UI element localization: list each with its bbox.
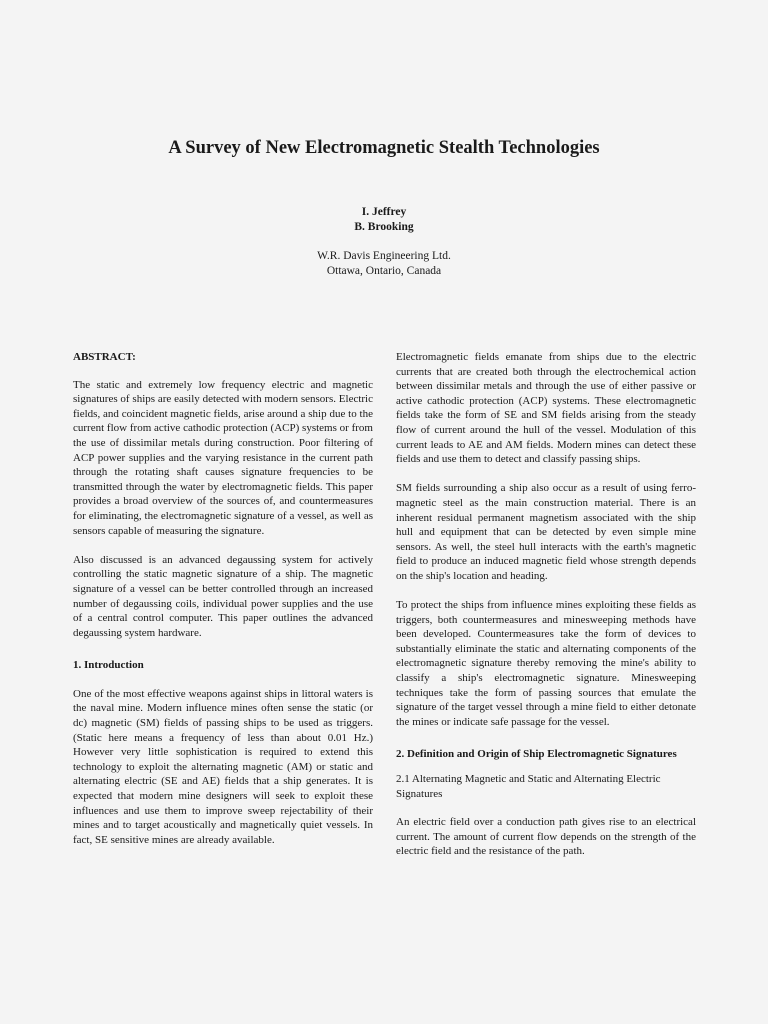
affiliation-line: Ottawa, Ontario, Canada (326, 265, 442, 277)
left-column (73, 350, 373, 862)
section-heading: 2. Definition and Origin of Ship Electromagnetic Signatures (396, 748, 677, 761)
abstract-paragraph: The static and extremely low frequency electric and magnetic signatures of ships are easily detected with modern sensors. Electric fields, and coincident magnetic fields, arise around a ship due to the current flow from active cathodic protection (ACP) systems or from the use of dissimilar metals during construction. Poor filtering of ACP power supplies and the varying resistance in the current path through the rotating shaft causes signature frequencies to be transmitted through the water by electromagnetic fields. This paper provides a broad overview of the sources of, and countermeasures for eliminating, the electromagnetic signature of a vessel, as well as sensors capable of measuring the signature. (73, 378, 373, 537)
body-paragraph: An electric field over a conduction path gives rise to an electrical current. The amount of current flow depends on the strength of the electric field and the resistance of the path. (396, 816, 696, 858)
section-heading: 1. Introduction (73, 659, 144, 672)
body-paragraph: To protect the ships from influence mines exploiting these fields as triggers, both countermeasures and minesweeping methods have been developed. Countermeasures take the form of devices to substantially eliminate the static and alternating components of the electromagnetic signature thereby removing the mine's ability to classify a ship's electromagnetic signature. Minesweeping techniques take the form of passing sources that emulate the signature of the target vessel through a mine field to either detonate the mines or indicate safe passage for the vessel. (396, 599, 696, 728)
paper-title: A Survey of New Electromagnetic Stealth Technologies (168, 138, 600, 158)
author-list (0, 205, 768, 235)
subsection-heading: 2.1 Alternating Magnetic and Static and Alternating Electric Signatures (396, 773, 661, 800)
right-column (396, 350, 696, 874)
author-name: B. Brooking (354, 221, 414, 233)
body-paragraph: One of the most effective weapons against ships in littoral waters is the naval mine. Modern influence mines often sense the static (or dc) magnetic (SM) fields of passing ships to be used as triggers. (Static here means a frequency of less than about 0.01 Hz.) However very little sophistication is required to extend this technology to exploit the alternating magnetic (AM) or static and alternating electric (SE and AE) fields that a ship generates. It is expected that modern mine designers will seek to exploit these influences and use them to improve sweep rejectability of their mines and to target acoustically and magnetically quiet vessels. In fact, SE sensitive mines are already available. (73, 687, 373, 846)
affiliation-line: W.R. Davis Engineering Ltd. (317, 250, 451, 262)
body-paragraph: Electromagnetic fields emanate from ships due to the electric currents that are created both through the electrochemical action between dissimilar metals and through the use of either passive or active cathodic protection (ACP) systems. These electromagnetic fields take the form of SE and SM fields arising from the steady flow of current around the hull of the vessel. Modulation of this current leads to AE and AM fields. Modern mines can detect these fields and use them to detect and classify passing ships. (396, 351, 696, 466)
body-paragraph: SM fields surrounding a ship also occur as a result of using ferro-magnetic steel as the main construction material. There is an inherent residual permanent magnetism associated with the ship hull and equipment that can be detected by even simple mine sensors. As well, the steel hull interacts with the earth's magnetic field to produce an induced magnetic field whose strength depends on the ship's location and heading. (396, 482, 696, 582)
author-name: I. Jeffrey (361, 206, 407, 218)
abstract-heading: ABSTRACT: (73, 351, 136, 363)
affiliation (0, 249, 768, 279)
abstract-paragraph: Also discussed is an advanced degaussing system for actively controlling the static magnetic signature of a ship. The magnetic signature of a vessel can be better controlled through an increased number of degaussing coils, individual power supplies and the use of a central control computer. This paper outlines the advanced degaussing system hardware. (73, 553, 373, 639)
